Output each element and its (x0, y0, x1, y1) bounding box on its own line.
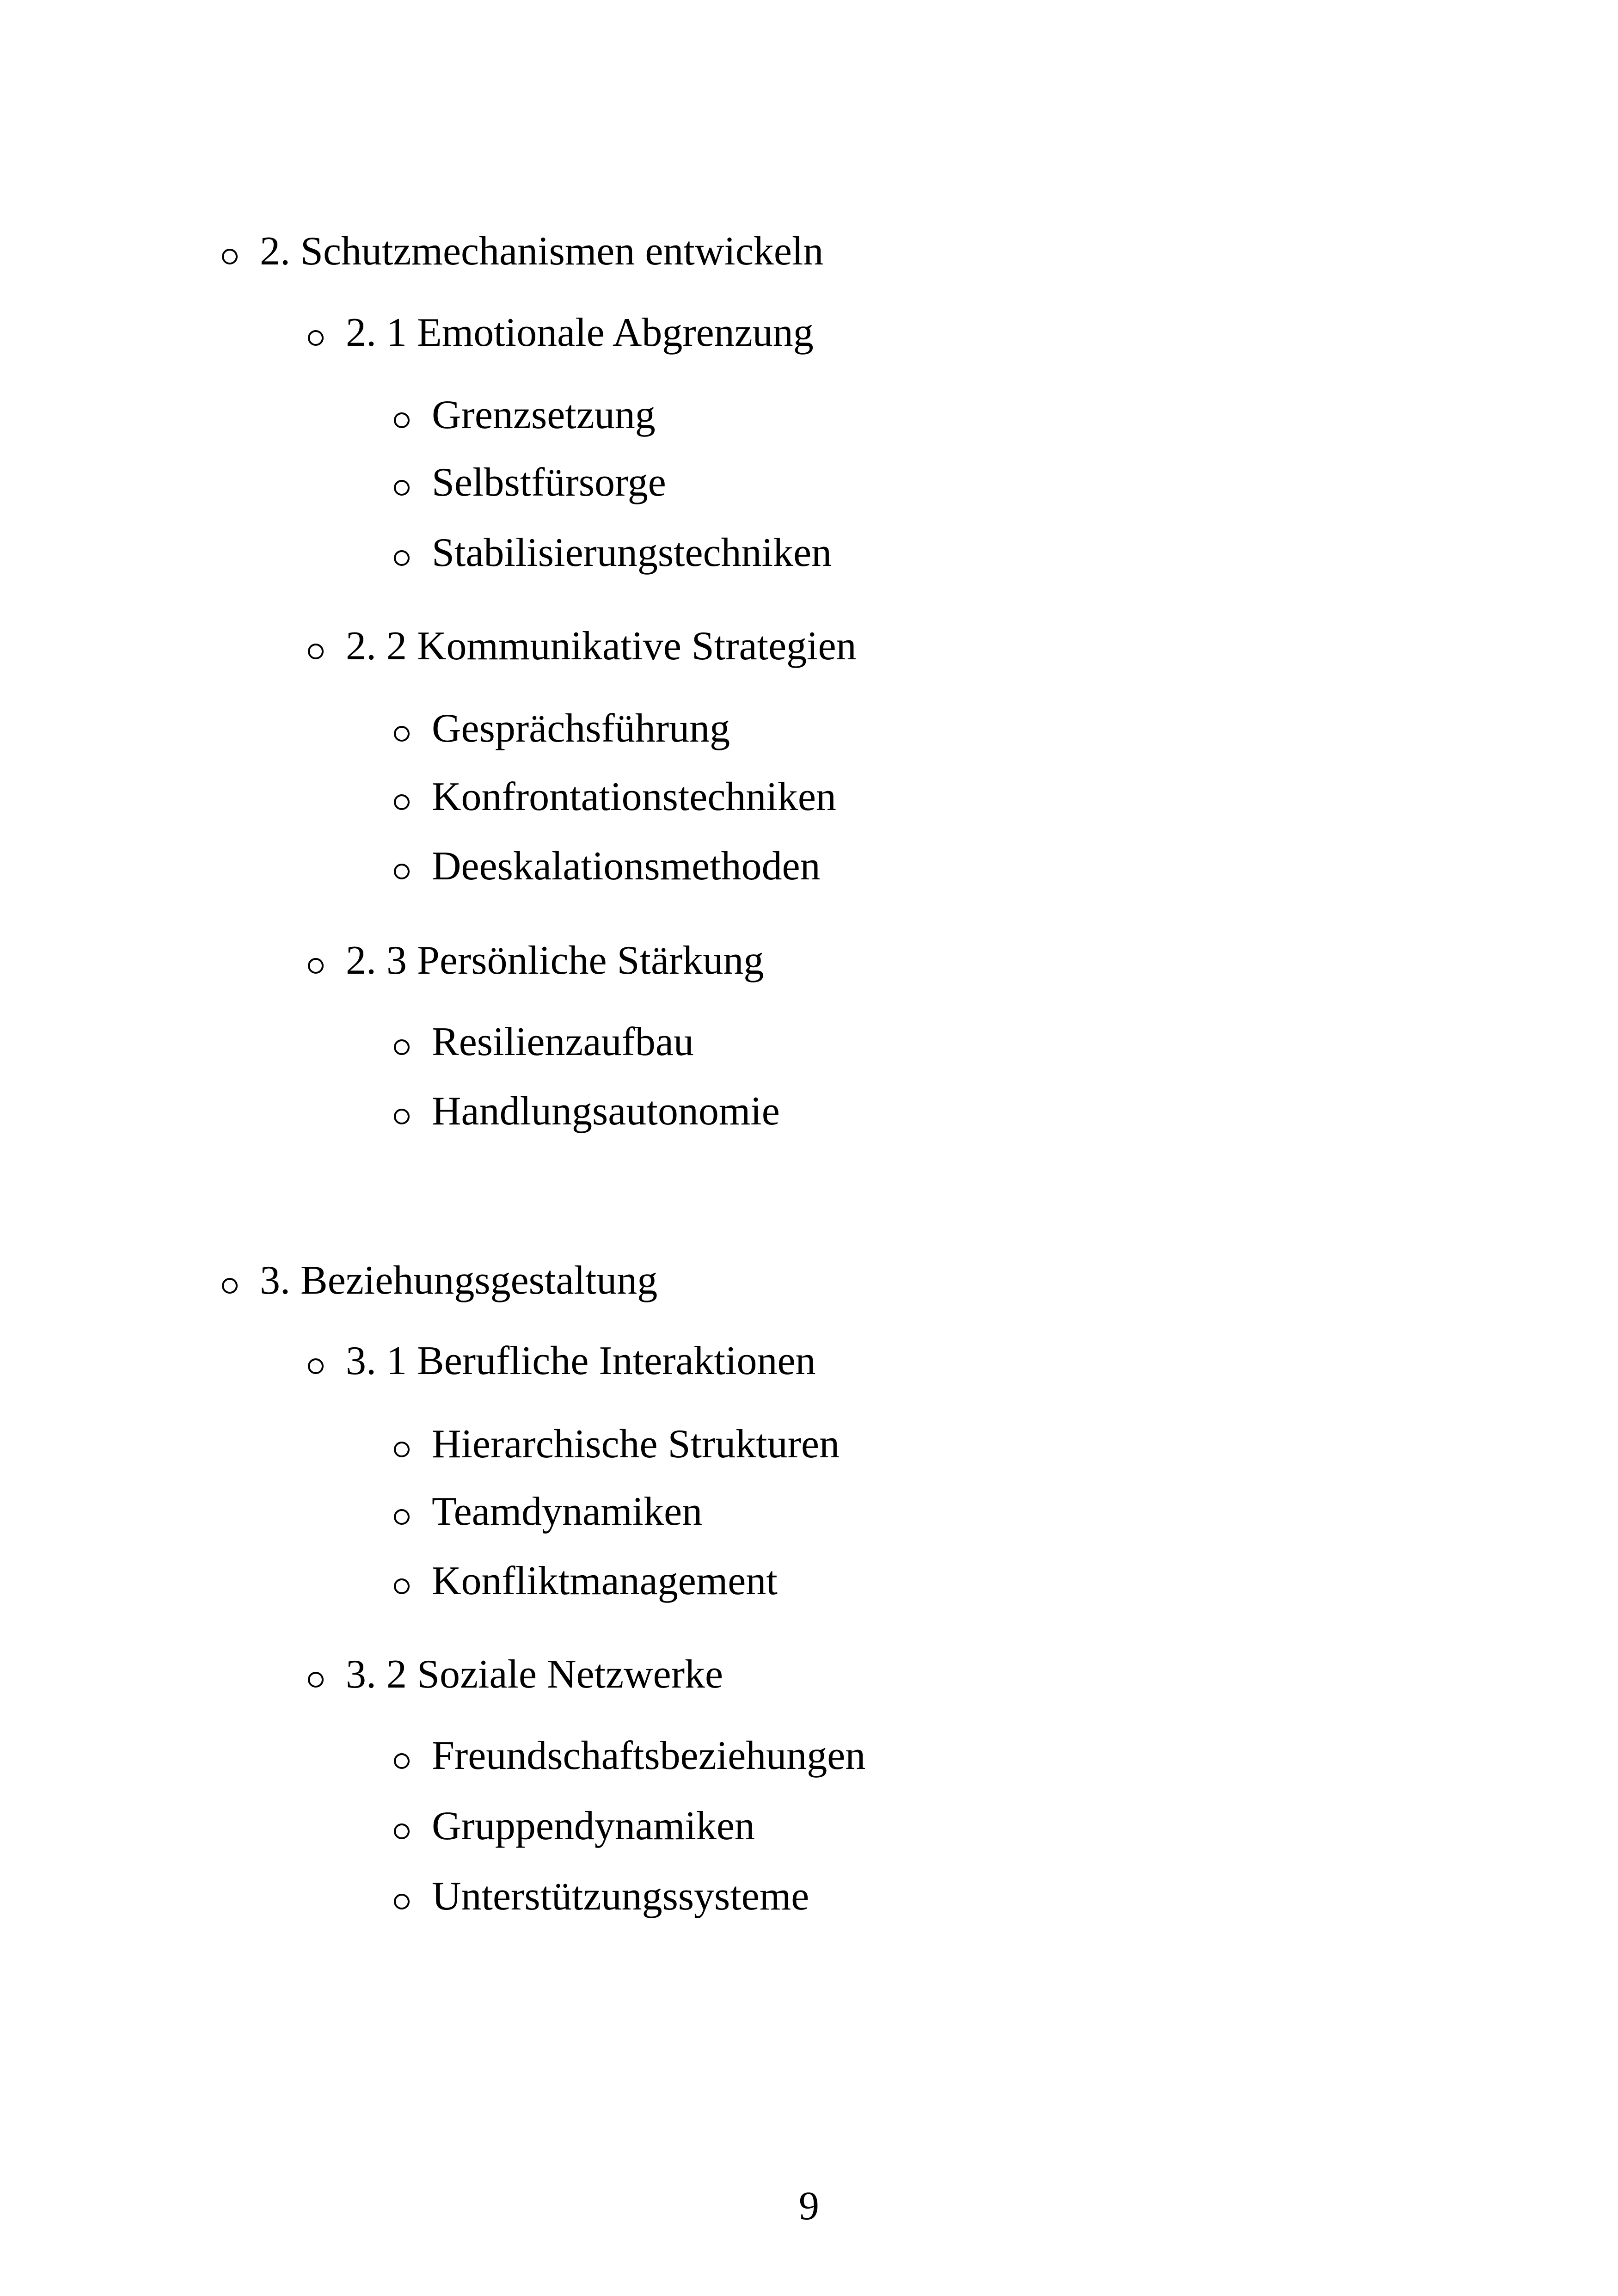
circle-bullet-icon (394, 412, 410, 428)
item-label: Konfliktmanagement (432, 1559, 778, 1603)
item-label: Konfrontationstechniken (432, 774, 836, 819)
circle-bullet-icon (308, 1358, 324, 1374)
item-label: Handlungsautonomie (432, 1089, 780, 1134)
section-title: 2. Schutzmechanismen entwickeln (260, 229, 824, 274)
circle-bullet-icon (394, 1039, 410, 1055)
circle-bullet-icon (222, 1278, 238, 1294)
item-label: Grenzsetzung (432, 393, 656, 437)
subsection-title: 2. 2 Kommunikative Strategien (346, 624, 857, 669)
circle-bullet-icon (308, 958, 324, 974)
circle-bullet-icon (394, 1578, 410, 1594)
circle-bullet-icon (222, 249, 238, 264)
circle-bullet-icon (308, 1672, 324, 1688)
item-label: Selbstfürsorge (432, 460, 666, 505)
subsection-title: 3. 2 Soziale Netzwerke (346, 1652, 723, 1697)
item-label: Gesprächsführung (432, 706, 730, 751)
circle-bullet-icon (394, 550, 410, 566)
circle-bullet-icon (394, 794, 410, 810)
circle-bullet-icon (394, 864, 410, 879)
circle-bullet-icon (394, 1823, 410, 1839)
item-label: Teamdynamiken (432, 1489, 703, 1534)
circle-bullet-icon (394, 726, 410, 742)
item-label: Freundschaftsbeziehungen (432, 1733, 866, 1778)
circle-bullet-icon (308, 644, 324, 659)
item-label: Gruppendynamiken (432, 1804, 755, 1848)
item-label: Stabilisierungstechniken (432, 530, 832, 575)
subsection-title: 2. 1 Emotionale Abgrenzung (346, 310, 814, 355)
circle-bullet-icon (394, 1442, 410, 1457)
circle-bullet-icon (394, 1753, 410, 1769)
circle-bullet-icon (394, 1894, 410, 1909)
item-label: Unterstützungssysteme (432, 1874, 809, 1919)
subsection-title: 3. 1 Berufliche Interaktionen (346, 1338, 816, 1383)
circle-bullet-icon (394, 480, 410, 496)
item-label: Resilienzaufbau (432, 1019, 694, 1064)
circle-bullet-icon (394, 1109, 410, 1124)
subsection-title: 2. 3 Persönliche Stärkung (346, 938, 764, 983)
item-label: Deeskalationsmethoden (432, 844, 821, 889)
circle-bullet-icon (308, 330, 324, 346)
section-title: 3. Beziehungsgestaltung (260, 1258, 658, 1303)
page-number: 9 (799, 2184, 819, 2228)
item-label: Hierarchische Strukturen (432, 1422, 840, 1467)
circle-bullet-icon (394, 1509, 410, 1525)
